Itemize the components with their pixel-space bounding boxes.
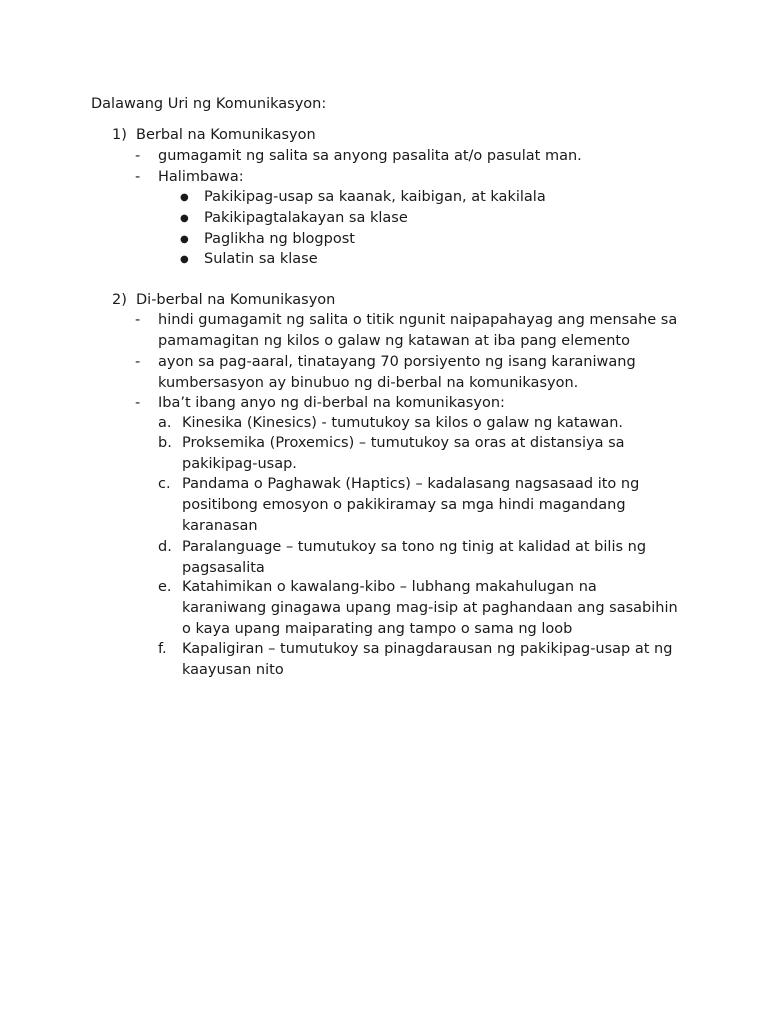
section-number: 1) xyxy=(112,127,127,143)
lettered-item xyxy=(158,433,678,475)
letter-marker: c. xyxy=(158,476,171,492)
section-heading-berbal xyxy=(112,125,316,146)
bullet-text: Pakikipag-usap sa kaanak, kaibigan, at kakilala xyxy=(204,189,546,205)
list-item xyxy=(135,167,695,188)
dash-marker: - xyxy=(135,312,141,328)
dash-marker: - xyxy=(135,395,141,411)
lettered-item xyxy=(158,639,678,681)
section-number: 2) xyxy=(112,292,127,308)
letter-marker: e. xyxy=(158,579,172,595)
lettered-text: Paralanguage – tumutukoy sa tono ng tinig at kalidad at bilis ng pagsasalita xyxy=(182,539,647,576)
bullet-item xyxy=(180,229,355,250)
list-item-text: Halimbawa: xyxy=(158,169,244,185)
dash-marker: - xyxy=(135,169,141,185)
bullet-icon: ● xyxy=(180,213,189,224)
list-item xyxy=(135,146,695,167)
bullet-icon: ● xyxy=(180,234,189,245)
letter-marker: a. xyxy=(158,415,172,431)
dash-marker: - xyxy=(135,148,141,164)
list-item xyxy=(135,393,695,414)
letter-marker: f. xyxy=(158,641,167,657)
document-title: Dalawang Uri ng Komunikasyon: xyxy=(91,96,327,112)
section-title: Di-berbal na Komunikasyon xyxy=(136,292,336,308)
list-item-text: gumagamit ng salita sa anyong pasalita at/o pasulat man. xyxy=(158,148,582,164)
list-item-text: hindi gumagamit ng salita o titik ngunit naipapahayag ang mensahe sa pamamagitan ng kilos o galaw ng katawan at iba pang elemento xyxy=(158,312,678,349)
list-item xyxy=(135,310,695,352)
bullet-icon: ● xyxy=(180,192,189,203)
bullet-item xyxy=(180,249,318,270)
lettered-item xyxy=(158,537,678,579)
bullet-text: Sulatin sa klase xyxy=(204,251,318,267)
bullet-item xyxy=(180,187,546,208)
section-title: Berbal na Komunikasyon xyxy=(136,127,316,143)
lettered-text: Kapaligiran – tumutukoy sa pinagdarausan ng pakikipag-usap at ng kaayusan nito xyxy=(182,641,673,678)
bullet-item xyxy=(180,208,408,229)
section-heading-di-berbal xyxy=(112,290,335,311)
letter-marker: b. xyxy=(158,435,172,451)
lettered-text: Kinesika (Kinesics) - tumutukoy sa kilos o galaw ng katawan. xyxy=(182,415,624,431)
list-item-text: ayon sa pag-aaral, tinatayang 70 porsiyento ng isang karaniwang kumbersasyon ay binubuo ng di-berbal na komunikasyon. xyxy=(158,354,636,391)
list-item-text: Iba’t ibang anyo ng di-berbal na komunikasyon: xyxy=(158,395,505,411)
bullet-text: Paglikha ng blogpost xyxy=(204,231,355,247)
letter-marker: d. xyxy=(158,539,172,555)
lettered-item xyxy=(158,474,678,537)
bullet-text: Pakikipagtalakayan sa klase xyxy=(204,210,408,226)
lettered-text: Pandama o Paghawak (Haptics) – kadalasang nagsasaad ito ng positibong emosyon o pakikiramay sa mga hindi magandang karanasan xyxy=(182,476,640,534)
dash-marker: - xyxy=(135,354,141,370)
lettered-text: Katahimikan o kawalang-kibo – lubhang makahulugan na karaniwang ginagawa upang mag-isip at paghandaan ang sasabihin o kaya upang maiparating ang tampo o sama ng loob xyxy=(182,579,678,637)
bullet-icon: ● xyxy=(180,254,189,265)
lettered-item xyxy=(158,577,678,640)
lettered-text: Proksemika (Proxemics) – tumutukoy sa oras at distansiya sa pakikipag-usap. xyxy=(182,435,625,472)
lettered-item xyxy=(158,413,678,434)
list-item xyxy=(135,352,695,394)
